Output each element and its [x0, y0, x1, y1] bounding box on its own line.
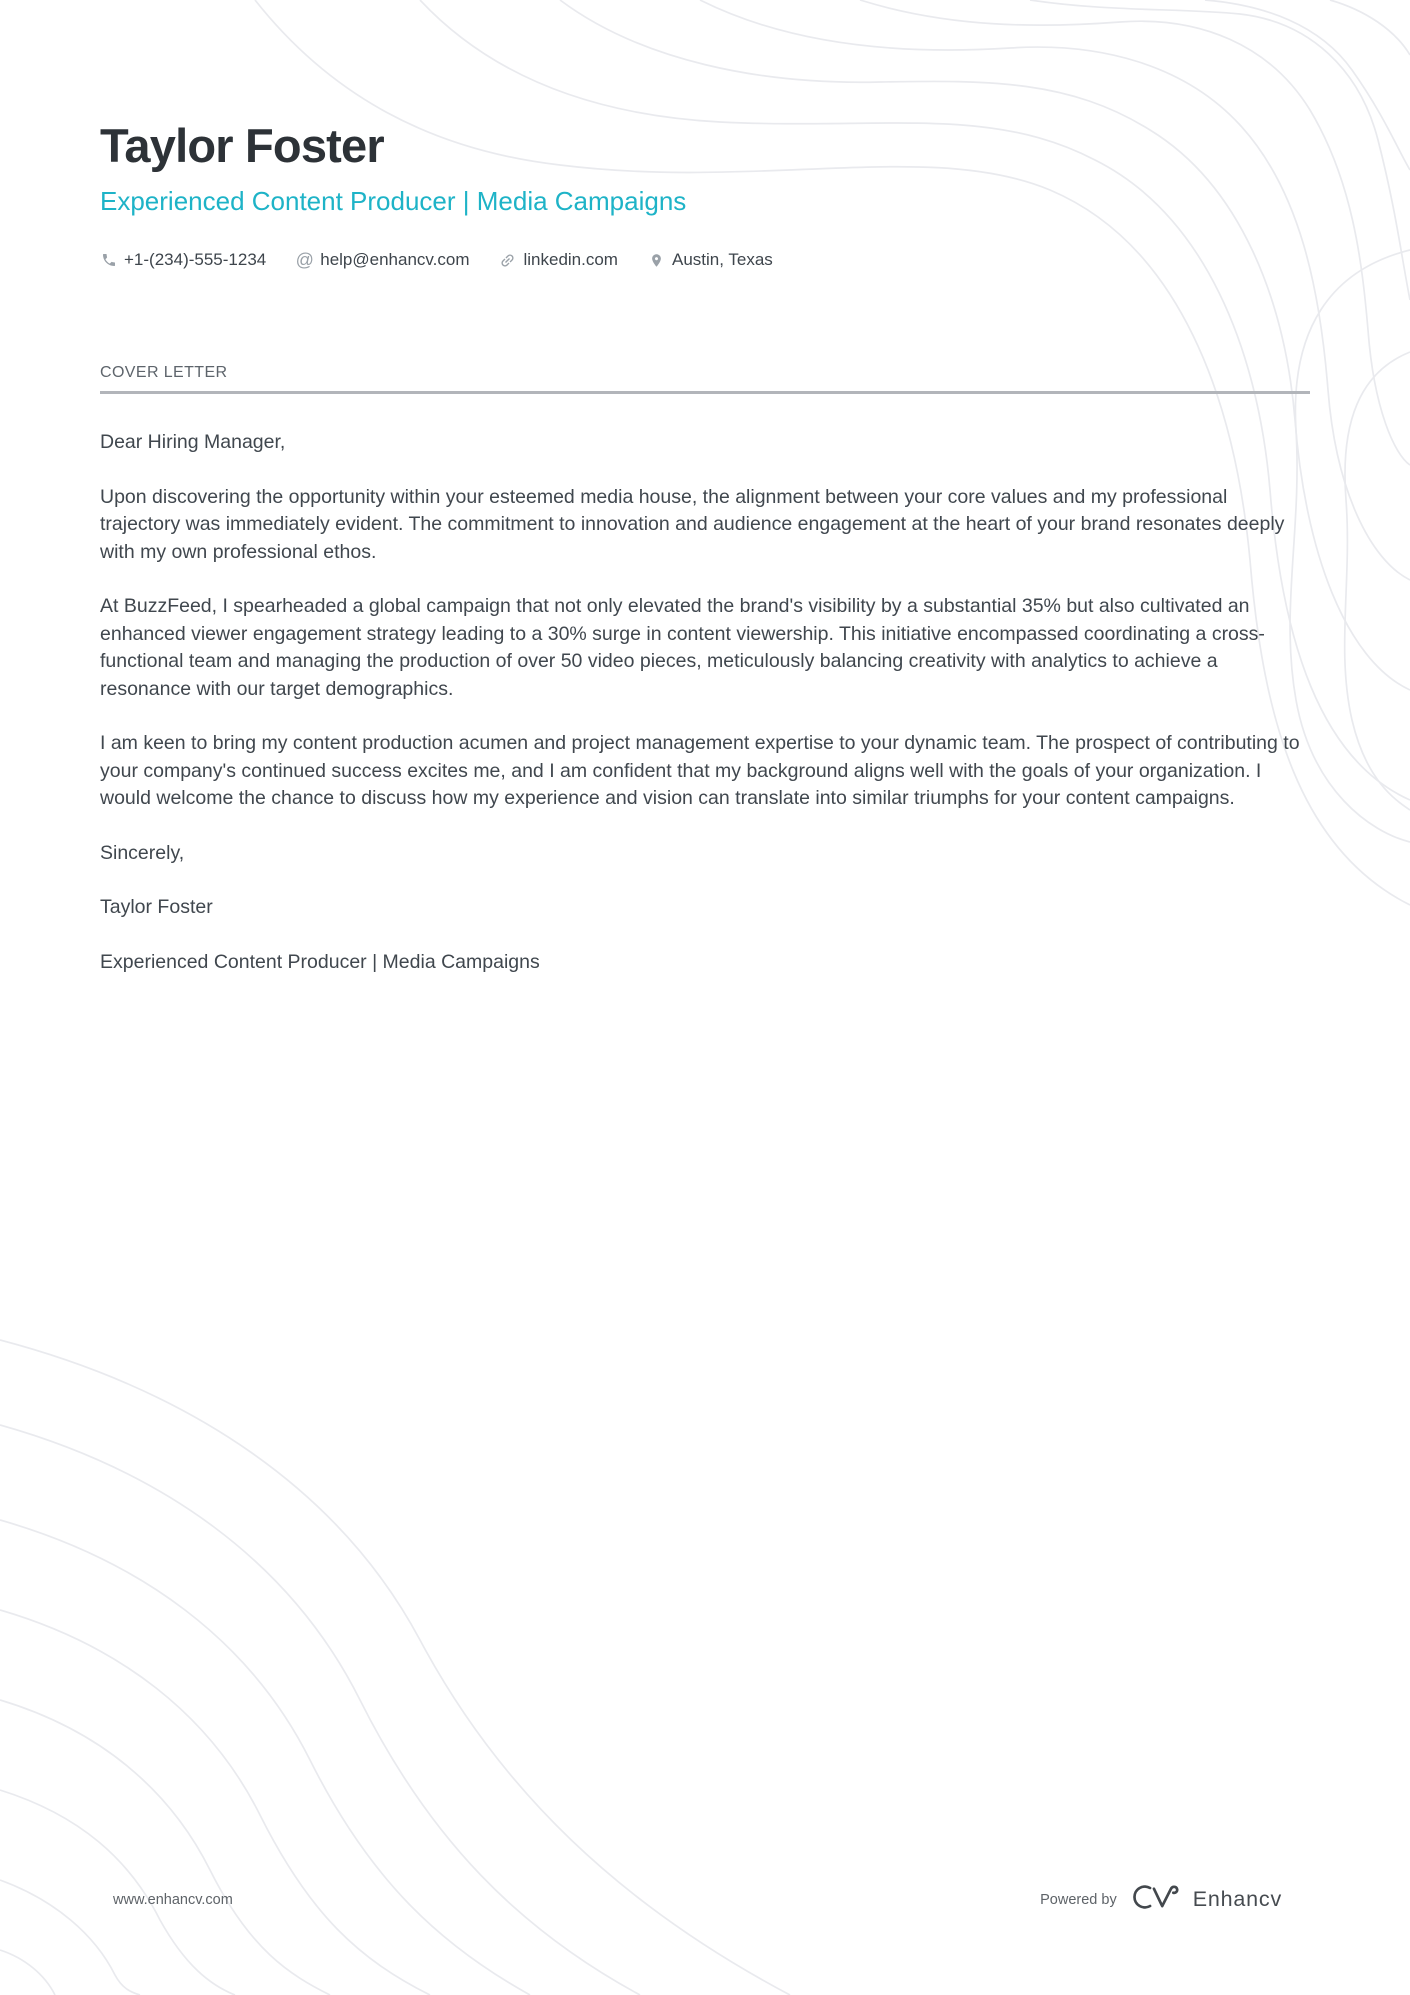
enhancv-logo-icon: [1131, 1881, 1183, 1918]
powered-by-label: Powered by: [1040, 1891, 1117, 1908]
signature-name: Taylor Foster: [100, 896, 213, 918]
contact-row: [100, 250, 1310, 270]
section-header-cover-letter: COVER LETTER: [100, 364, 1310, 394]
contact-location-label: Austin, Texas: [671, 250, 773, 269]
letter-body: [100, 429, 1310, 976]
page-title: Taylor Foster: [100, 119, 384, 172]
letter-paragraph: I am keen to bring my content production acumen and project management expertise to your dynamic team. The prospect of contributing to your company's continued success excites me, and I am confident that my background aligns well with the goals of your organization. I would welcome the chance to discuss how my experience and vision can translate into similar triumphs for your content campaigns.: [100, 732, 1300, 809]
contact-phone[interactable]: [100, 250, 266, 270]
page-footer: [113, 1881, 1282, 1918]
at-icon: @: [295, 250, 314, 270]
contact-location: [648, 250, 773, 270]
job-title: Experienced Content Producer | Media Campaigns: [100, 186, 687, 216]
footer-website-link[interactable]: www.enhancv.com: [113, 1891, 233, 1908]
contact-link-label: linkedin.com: [523, 250, 618, 269]
pin-icon: [648, 252, 665, 269]
letter-paragraph: Upon discovering the opportunity within your esteemed media house, the alignment between your core values and my professional trajectory was immediately evident. The commitment to innovation and audience engagement at the heart of your brand resonates deeply with my own professional ethos.: [100, 485, 1285, 563]
document-content: [100, 0, 1310, 1003]
letter-salutation: Dear Hiring Manager,: [100, 431, 286, 453]
contact-email-label: help@enhancv.com: [320, 250, 470, 269]
link-icon: [499, 252, 516, 269]
letter-closing: Sincerely,: [100, 841, 185, 864]
enhancv-brand-link[interactable]: [1131, 1881, 1282, 1918]
contact-link[interactable]: [499, 250, 618, 270]
letter-paragraph: At BuzzFeed, I spearheaded a global campaign that not only elevated the brand's visibility by a substantial 35% but also cultivated an enhanced viewer engagement strategy leading to a 30% surge in content viewership. This initiative encompassed coordinating a cross-functional team and managing the production of over 50 video pieces, meticulously balancing creativity with analytics to achieve a resonance with our target demographics.: [100, 595, 1265, 700]
enhancv-wordmark: Enhancv: [1192, 1887, 1282, 1911]
phone-icon: [100, 252, 117, 269]
contact-email[interactable]: [296, 250, 469, 270]
signature-title: Experienced Content Producer | Media Campaigns: [100, 950, 540, 973]
contact-phone-label: +1-(234)-555-1234: [124, 250, 267, 269]
footer-brand-area: [1040, 1881, 1282, 1918]
